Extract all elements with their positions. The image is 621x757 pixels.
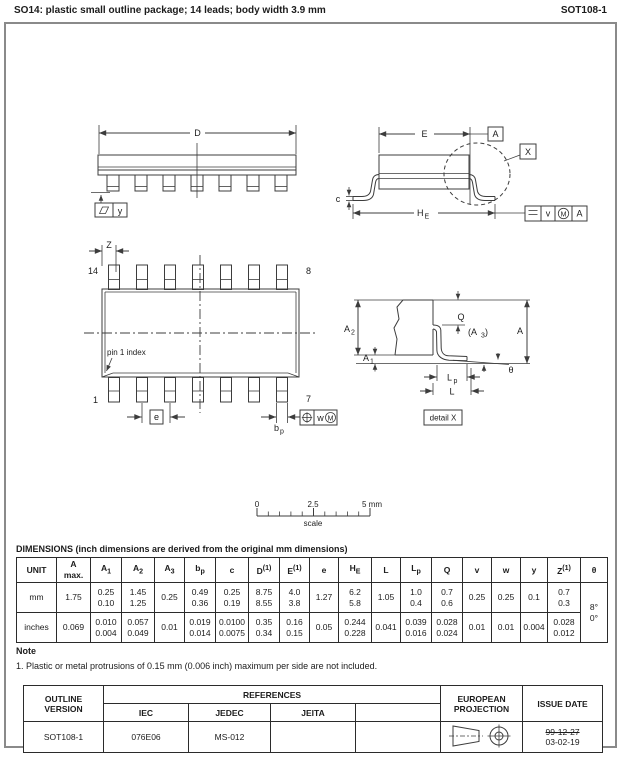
- dim-A-label: A: [516, 326, 523, 336]
- page-header: [14, 5, 607, 16]
- mmc-M-label: M: [560, 211, 567, 219]
- detail-x-caption: detail X: [429, 413, 457, 423]
- detail-x-circle: [444, 143, 510, 205]
- dim-value-cell: 1.27: [310, 583, 339, 613]
- tol-w-label: w: [317, 413, 324, 423]
- bottom-row-leads: [109, 378, 288, 403]
- jedec-value: MS-012: [189, 722, 271, 753]
- dimensions-mm-row: [17, 583, 608, 613]
- dim-bp-subscript: p: [280, 428, 284, 436]
- dim-value-cell: 0.25: [492, 583, 521, 613]
- european-projection-header: EUROPEAN PROJECTION: [441, 686, 523, 722]
- dim-value-cell: 8.75 8.55: [249, 583, 280, 613]
- pin-14-label: 14: [87, 266, 98, 276]
- col-header: v: [463, 558, 492, 583]
- dim-value-cell: 6.2 5.8: [339, 583, 372, 613]
- dim-c-label: c: [335, 194, 341, 204]
- iec-header: IEC: [104, 704, 189, 722]
- col-header: A max.: [57, 558, 91, 583]
- dim-value-cell: 0.004: [521, 613, 548, 643]
- dim-A2-label: A: [344, 324, 351, 334]
- dim-value-cell: 0.057 0.049: [122, 613, 155, 643]
- dim-value-cell: 0.069: [57, 613, 91, 643]
- dim-value-cell: 0.019 0.014: [185, 613, 216, 643]
- blank-header: [356, 704, 441, 722]
- dim-value-cell: 0.028 0.024: [432, 613, 463, 643]
- flatness-icon: [100, 207, 109, 214]
- seating-plane-icon: [529, 211, 538, 215]
- dim-value-cell: 0.010 0.004: [91, 613, 122, 643]
- dim-value-cell: 0.244 0.228: [339, 613, 372, 643]
- dim-value-cell: 0.01: [492, 613, 521, 643]
- dim-D-label: D: [194, 128, 201, 138]
- dimensions-table: [16, 557, 608, 643]
- col-header: e: [310, 558, 339, 583]
- dim-value-cell: 0.041: [372, 613, 401, 643]
- detail-x-flag-label: X: [524, 147, 532, 157]
- mmc-M-label: M: [327, 415, 334, 423]
- jeita-header: JEITA: [271, 704, 356, 722]
- outline-version-value: SOT108-1: [24, 722, 104, 753]
- dim-value-cell: 0.1: [521, 583, 548, 613]
- col-header: w: [492, 558, 521, 583]
- dim-HE-subscript: E: [424, 213, 430, 221]
- scale-bar: [255, 500, 383, 528]
- issue-date-header: ISSUE DATE: [523, 686, 603, 722]
- dim-theta-cell: 8° 0°: [581, 583, 608, 643]
- dim-Lp-subscript: p: [453, 378, 458, 385]
- dim-value-cell: 0.05: [310, 613, 339, 643]
- scale-end-label: 5 mm: [362, 500, 382, 509]
- col-header: θ: [581, 558, 608, 583]
- col-header: $Z^{(1)}$: [548, 558, 581, 583]
- dim-value-cell: 0.0100 0.0075: [216, 613, 249, 643]
- dim-value-cell: 0.01: [463, 613, 492, 643]
- col-header: $A_1$: [91, 558, 122, 583]
- dim-value-cell: 0.039 0.016: [401, 613, 432, 643]
- tol-v-label: v: [545, 208, 551, 219]
- dim-A1-subscript: 1: [370, 358, 374, 366]
- european-projection-cell: [441, 722, 523, 753]
- dim-e-label: e: [153, 412, 160, 422]
- dim-value-cell: inches: [17, 613, 57, 643]
- dim-value-cell: 0.028 0.012: [548, 613, 581, 643]
- col-header: $E^{(1)}$: [280, 558, 310, 583]
- dim-value-cell: 0.01: [155, 613, 185, 643]
- top-view: [84, 240, 337, 436]
- jeita-value: [271, 722, 356, 753]
- dim-A3-subscript: 3: [481, 332, 485, 340]
- pin-1-label: 1: [92, 395, 98, 405]
- detail-x-view: [344, 291, 530, 425]
- references-table: [23, 685, 603, 753]
- package-code: SOT108-1: [560, 5, 607, 16]
- dim-value-cell: 0.35 0.34: [249, 613, 280, 643]
- dim-A3-suffix: ): [485, 327, 488, 337]
- page-title: SO14: plastic small outline package; 14 leads; body width 3.9 mm: [14, 5, 326, 16]
- dim-Z-label: Z: [106, 240, 112, 250]
- pin-7-label: 7: [306, 394, 312, 404]
- dim-value-cell: 0.7 0.3: [548, 583, 581, 613]
- end-view: [336, 127, 587, 221]
- dimensions-header-row: [17, 558, 608, 583]
- references-header-row-1: [24, 686, 603, 704]
- pin1-index-label: pin 1 index: [107, 348, 146, 357]
- side-view: [91, 125, 296, 217]
- dim-A2-subscript: 2: [351, 329, 355, 337]
- issue-date-old: 99-12-27: [545, 727, 580, 737]
- note-item: 1. Plastic or metal protrusions of 0.15 mm (0.006 inch) maximum per side are not included.: [16, 661, 378, 671]
- col-header: $A_2$: [122, 558, 155, 583]
- scale-mid-label: 2.5: [307, 500, 319, 509]
- col-header: c: [216, 558, 249, 583]
- col-header: UNIT: [17, 558, 57, 583]
- dim-value-cell: 0.16 0.15: [280, 613, 310, 643]
- col-header: $L_p$: [401, 558, 432, 583]
- dim-value-cell: 0.25 0.19: [216, 583, 249, 613]
- col-header: L: [372, 558, 401, 583]
- col-header: $b_p$: [185, 558, 216, 583]
- flatness-datum-frame: [95, 203, 127, 217]
- dim-Q-label: Q: [457, 312, 465, 322]
- dim-A1-label: A: [363, 353, 370, 363]
- dim-value-cell: 0.49 0.36: [185, 583, 216, 613]
- col-header: y: [521, 558, 548, 583]
- tol-datum-A-label: A: [576, 208, 583, 219]
- dimensions-inches-row: [17, 613, 608, 643]
- dimensions-title: DIMENSIONS (inch dimensions are derived from the original mm dimensions): [16, 544, 348, 554]
- datum-y-label: y: [117, 205, 123, 216]
- col-header: $D^{(1)}$: [249, 558, 280, 583]
- scale-zero-label: 0: [254, 500, 260, 509]
- package-outline-drawing: [6, 24, 615, 529]
- dim-value-cell: 1.0 0.4: [401, 583, 432, 613]
- dim-HE-label: H: [417, 208, 424, 218]
- dim-value-cell: 0.25: [155, 583, 185, 613]
- dim-value-cell: 1.05: [372, 583, 401, 613]
- references-header: REFERENCES: [104, 686, 441, 704]
- dim-value-cell: 0.25: [463, 583, 492, 613]
- dim-value-cell: 1.45 1.25: [122, 583, 155, 613]
- first-angle-projection-icon: [449, 723, 515, 749]
- dim-value-cell: 4.0 3.8: [280, 583, 310, 613]
- dim-E-label: E: [421, 129, 428, 139]
- issue-date-cell: [523, 722, 603, 753]
- scale-caption: scale: [303, 519, 323, 528]
- blank-value: [356, 722, 441, 753]
- position-tolerance-icon: [302, 412, 312, 422]
- dim-value-cell: 0.7 0.6: [432, 583, 463, 613]
- top-row-leads: [109, 265, 288, 290]
- note-heading: Note: [16, 646, 36, 656]
- dim-value-cell: mm: [17, 583, 57, 613]
- pin-8-label: 8: [306, 266, 312, 276]
- dim-A3-prefix: (A: [468, 327, 477, 337]
- jedec-header: JEDEC: [189, 704, 271, 722]
- dim-value-cell: 0.25 0.10: [91, 583, 122, 613]
- dim-L-label: L: [449, 386, 455, 397]
- outline-version-header: OUTLINE VERSION: [24, 686, 104, 722]
- col-header: $A_3$: [155, 558, 185, 583]
- col-header: $H_E$: [339, 558, 372, 583]
- col-header: Q: [432, 558, 463, 583]
- dim-theta-label: θ: [508, 365, 514, 375]
- he-tolerance-frame: [525, 206, 587, 221]
- dim-bp-label: b: [274, 423, 280, 433]
- iec-value: 076E06: [104, 722, 189, 753]
- dim-value-cell: 1.75: [57, 583, 91, 613]
- datum-A-label: A: [492, 129, 499, 139]
- bp-tolerance-frame: [300, 410, 337, 425]
- issue-date-new: 03-02-19: [545, 737, 580, 747]
- references-data-row: [24, 722, 603, 753]
- drawing-frame: [4, 22, 617, 748]
- dim-Lp-label: L: [447, 372, 453, 383]
